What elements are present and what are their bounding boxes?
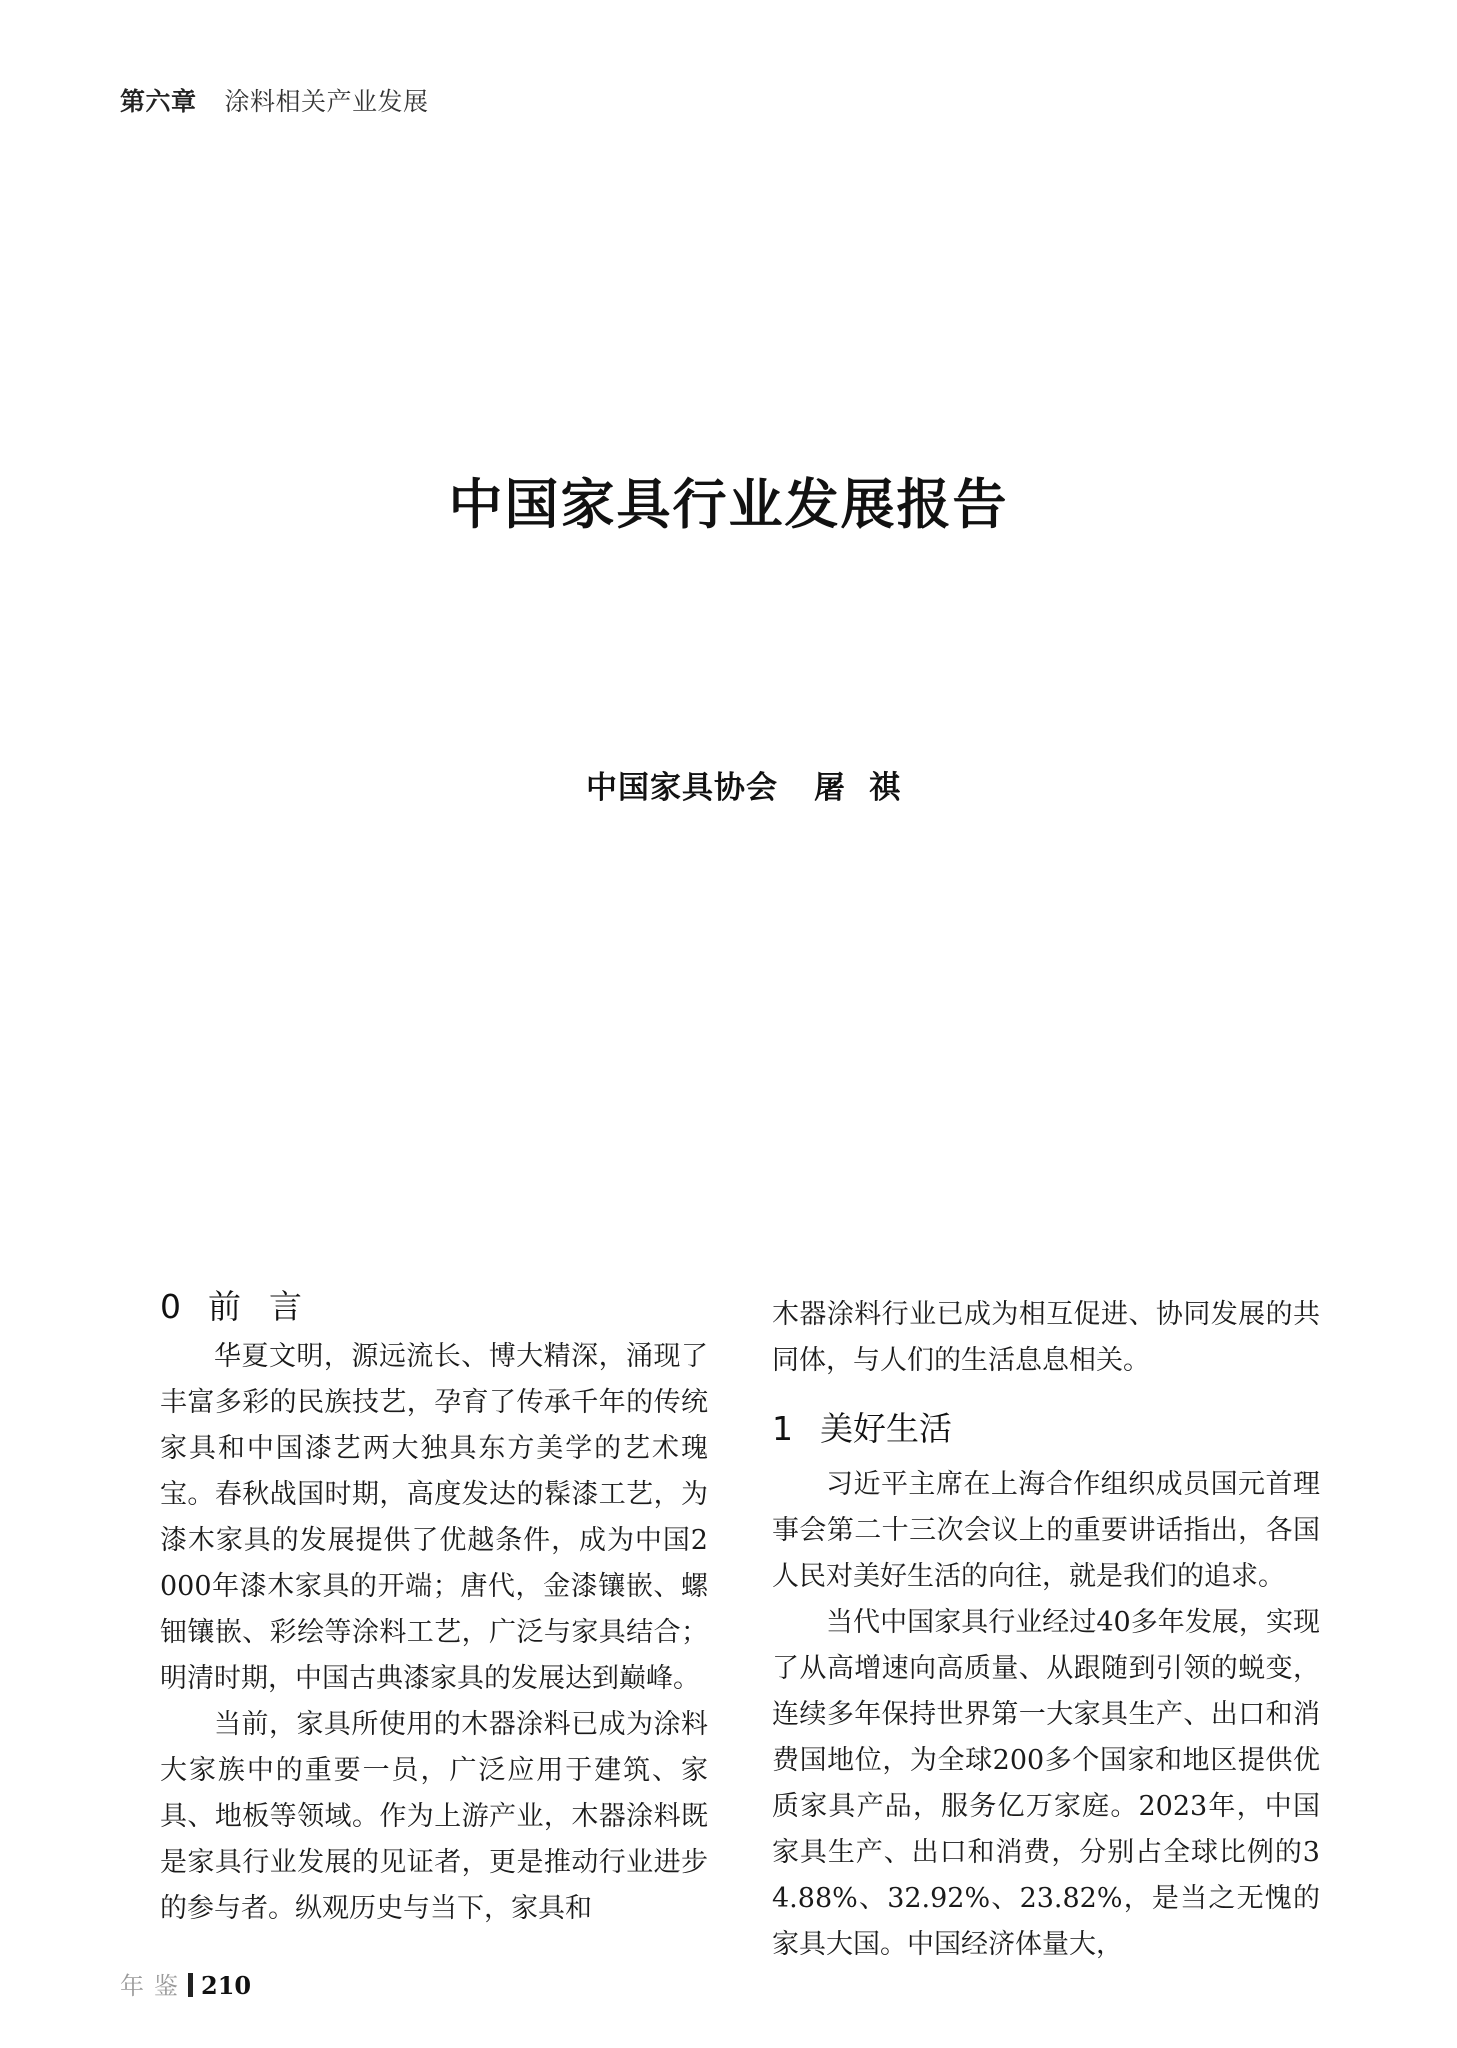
section-number: 1 (772, 1409, 793, 1448)
author-organization: 中国家具协会 (586, 770, 778, 806)
page-number: 210 (201, 1971, 252, 2000)
right-column (772, 1292, 1320, 1968)
paragraph: 当前，家具所使用的木器涂料已成为涂料大家族中的重要一员，广泛应用于建筑、家具、地板等领域。作为上游产业，木器涂料既是家具行业发展的见证者，更是推动行业进步的参与者。纵观历史与当下，家具和 (160, 1709, 708, 1924)
book-name: 年鉴 (120, 1972, 188, 2000)
paragraph: 当代中国家具行业经过40多年发展，实现了从高增速向高质量、从跟随到引领的蜕变，连续多年保持世界第一大家具生产、出口和消费国地位，为全球200多个国家和地区提供优质家具产品，服务亿万家庭。2023年，中国家具生产、出口和消费，分别占全球比例的34.88%、32.92%、23.82%，是当之无愧的家具大国。中国经济体量大， (772, 1607, 1320, 1960)
section-heading-better-life (772, 1404, 1320, 1454)
chapter-number: 第六章 (120, 87, 197, 116)
page-title: 中国家具行业发展报告 (448, 472, 1009, 536)
section-number: 0 (160, 1287, 181, 1326)
chapter-title: 涂料相关产业发展 (224, 87, 429, 116)
section-label: 美好生活 (820, 1409, 952, 1448)
left-column (160, 1282, 708, 1932)
page-footer (120, 1966, 251, 2001)
byline (586, 762, 924, 807)
section-heading-preface (160, 1282, 708, 1332)
paragraph: 华夏文明，源远流长、博大精深，涌现了丰富多彩的民族技艺，孕育了传承千年的传统家具和中国漆艺两大独具东方美学的艺术瑰宝。春秋战国时期，高度发达的髹漆工艺，为漆木家具的发展提供了优越条件，成为中国2 000年漆木家具的开端；唐代，金漆镶嵌、螺钿镶嵌、彩绘等涂料工艺，广泛与家具结合；明清时期，中国古典漆家具的发展达到巅峰。 (160, 1341, 708, 1694)
running-header (120, 82, 429, 118)
author-name: 屠祺 (814, 770, 924, 806)
paragraph: 习近平主席在上海合作组织成员国元首理事会第二十三次会议上的重要讲话指出，各国人民对美好生活的向往，就是我们的追求。 (772, 1469, 1320, 1592)
paragraph-continuation: 木器涂料行业已成为相互促进、协同发展的共同体，与人们的生活息息相关。 (772, 1299, 1320, 1376)
footer-divider (188, 1973, 193, 1997)
section-label: 前言 (208, 1287, 330, 1326)
